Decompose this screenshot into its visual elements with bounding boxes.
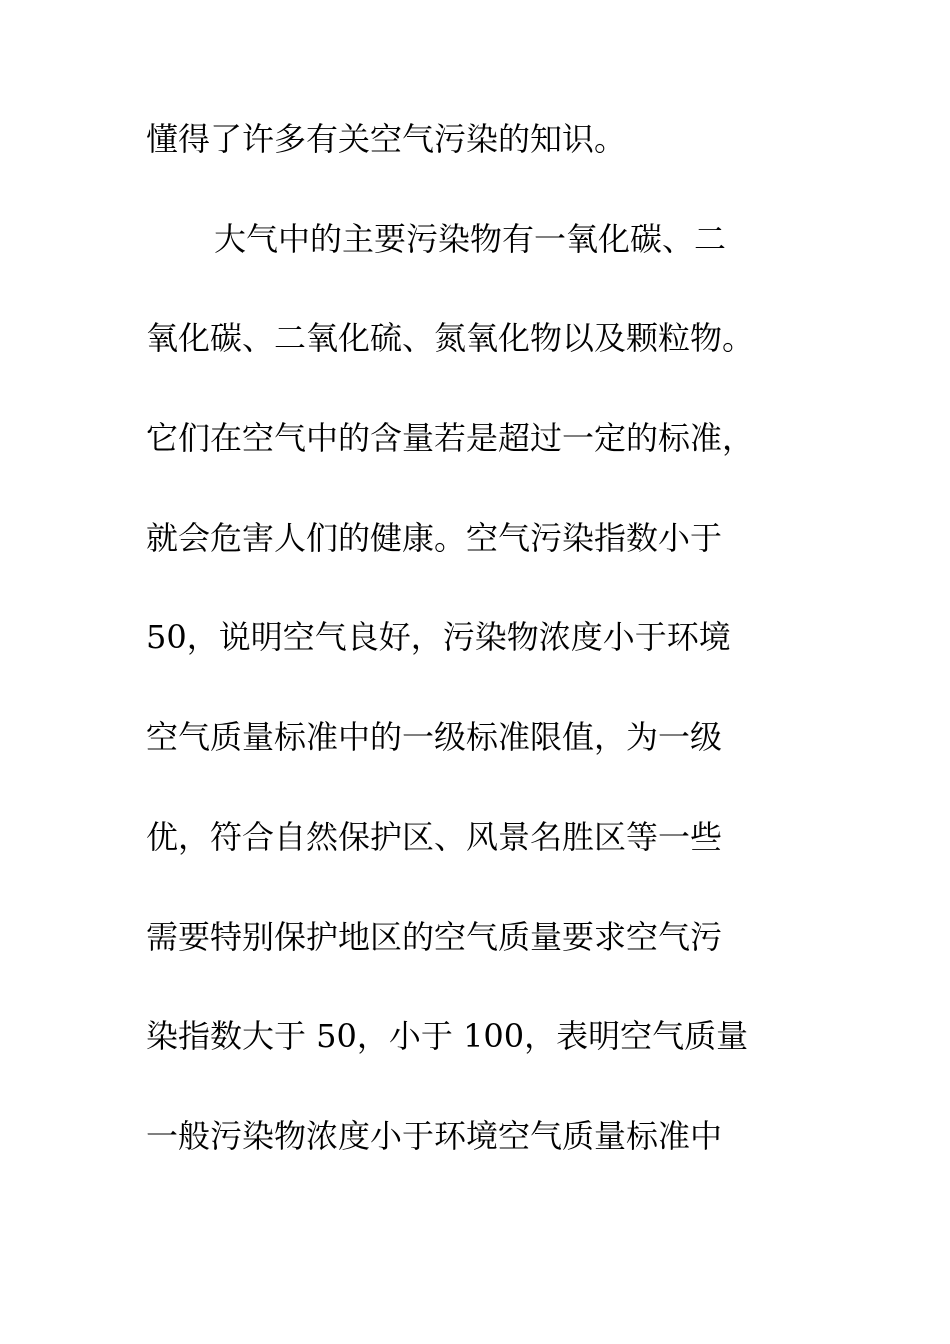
text-line-3: 氧化碳、二氧化硫、氮氧化物以及颗粒物。 (146, 319, 755, 358)
text-line-10: 染指数大于 50，小于 100，表明空气质量 (146, 1017, 749, 1056)
body-text (146, 122, 806, 1219)
text-line-7: 空气质量标准中的一级标准限值，为一级 (146, 718, 723, 757)
text-line-8: 优，符合自然保护区、风景名胜区等一些 (146, 817, 723, 856)
text-line-6: 50，说明空气良好，污染物浓度小于环境 (146, 618, 731, 657)
text-line-11: 一般污染物浓度小于环境空气质量标准中 (146, 1116, 723, 1155)
text-line-1: 懂得了许多有关空气污染的知识。 (146, 120, 627, 158)
text-line-5: 就会危害人们的健康。空气污染指数小于 (146, 518, 723, 557)
text-line-9: 需要特别保护地区的空气质量要求空气污 (146, 917, 723, 956)
text-line-4: 它们在空气中的含量若是超过一定的标准， (146, 419, 755, 458)
paragraph-start-line: 大气中的主要污染物有一氧化碳、二 (214, 219, 727, 258)
